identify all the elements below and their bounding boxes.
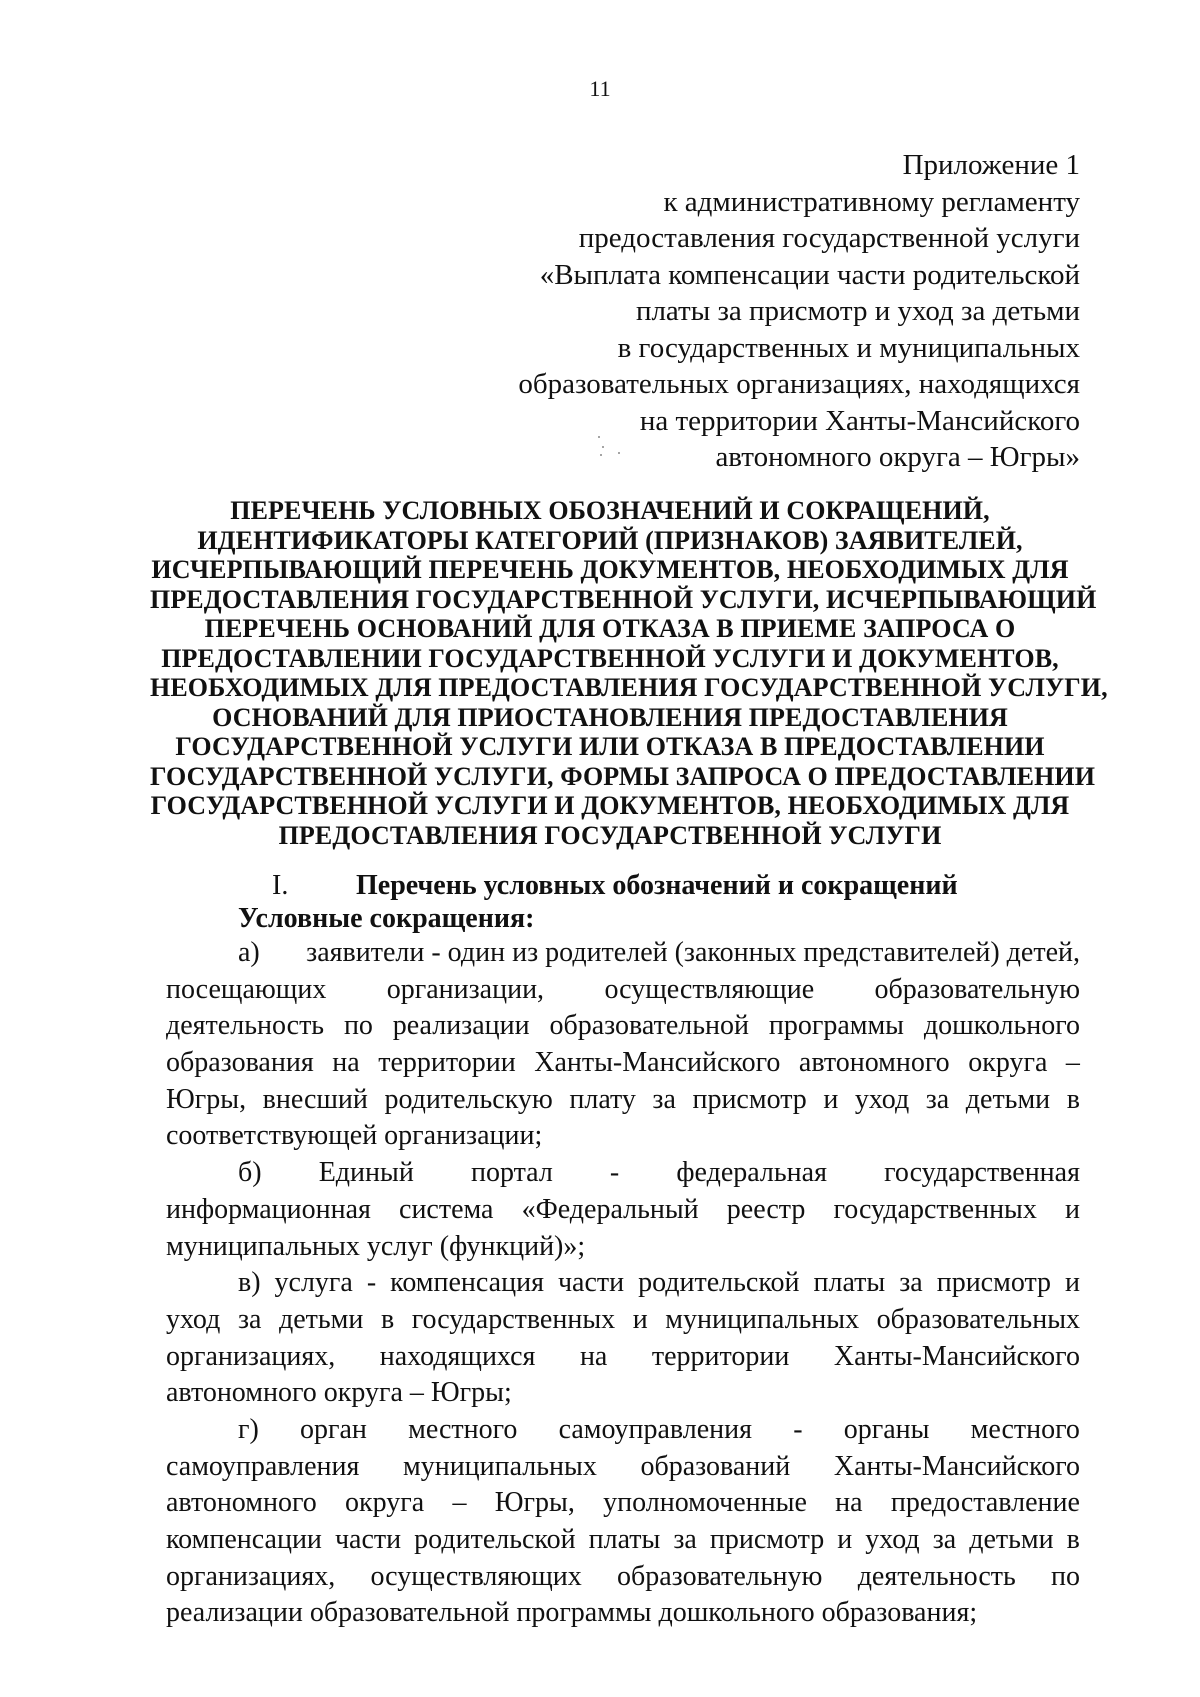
paragraph-line bbox=[166, 1192, 1080, 1229]
word: информационная bbox=[166, 1193, 371, 1225]
word: на bbox=[332, 1047, 360, 1079]
word: и bbox=[823, 1083, 839, 1115]
word: автономного bbox=[166, 1487, 317, 1519]
word: самоуправления bbox=[558, 1413, 752, 1445]
word: реализации образовательной программы дошкольного образования; bbox=[166, 1597, 978, 1629]
word: за bbox=[652, 1083, 676, 1115]
section-number: I. bbox=[272, 870, 289, 901]
word: в) bbox=[238, 1267, 261, 1299]
word: и bbox=[1065, 1267, 1080, 1299]
word: федеральная bbox=[676, 1157, 827, 1189]
word: уход bbox=[854, 1083, 910, 1115]
word: автономного bbox=[798, 1047, 950, 1079]
word: Ханты-Мансийского bbox=[534, 1047, 781, 1079]
appendix-line: предоставления государственной услуги bbox=[578, 222, 1080, 254]
appendix-line: к административному регламенту bbox=[663, 185, 1080, 218]
word: платы bbox=[813, 1267, 886, 1299]
paragraph-line bbox=[166, 935, 1080, 972]
appendix-line: на территории Ханты-Мансийского bbox=[639, 404, 1080, 437]
word: – bbox=[1065, 1047, 1080, 1079]
word: компенсации bbox=[166, 1524, 322, 1555]
word: Ханты-Мансийского bbox=[833, 1340, 1080, 1372]
word: - bbox=[609, 1157, 620, 1189]
word: программы bbox=[768, 1010, 904, 1042]
word: территории bbox=[651, 1340, 790, 1372]
word: детьми bbox=[969, 1524, 1054, 1555]
section-heading bbox=[272, 870, 958, 902]
document-title bbox=[150, 496, 1108, 850]
word: образовательную bbox=[874, 973, 1080, 1005]
word: уход bbox=[166, 1303, 221, 1335]
appendix-line: образовательных организациях, находящихся bbox=[518, 368, 1080, 400]
word: образовательной bbox=[549, 1010, 749, 1042]
paragraph-line bbox=[166, 1082, 1080, 1119]
word: округа bbox=[345, 1487, 425, 1519]
paragraph-line bbox=[166, 1265, 1080, 1302]
paragraph-line bbox=[166, 1118, 1080, 1155]
word: услуга bbox=[274, 1267, 353, 1299]
paragraph-line bbox=[166, 1449, 1080, 1486]
word: на bbox=[835, 1487, 863, 1519]
title-line: ОСНОВАНИЙ ДЛЯ ПРИОСТАНОВЛЕНИЯ ПРЕДОСТАВЛЕНИЯ bbox=[212, 702, 1008, 732]
word: автономного округа – Югры; bbox=[166, 1377, 512, 1409]
scan-artifact bbox=[596, 432, 626, 462]
word: по bbox=[343, 1010, 373, 1042]
title-line: НЕОБХОДИМЫХ ДЛЯ ПРЕДОСТАВЛЕНИЯ ГОСУДАРСТВЕННОЙ УСЛУГИ, bbox=[150, 673, 1108, 702]
word: образовательных bbox=[876, 1303, 1080, 1335]
word: Единый bbox=[318, 1157, 414, 1189]
word: в bbox=[1066, 1524, 1080, 1555]
word: родительской bbox=[414, 1524, 576, 1555]
word: в bbox=[1066, 1083, 1080, 1115]
section-title: Перечень условных обозначений и сокращений bbox=[356, 870, 958, 901]
paragraph-line bbox=[166, 1412, 1080, 1449]
title-line: ИДЕНТИФИКАТОРЫ КАТЕГОРИЙ (ПРИЗНАКОВ) ЗАЯВИТЕЛЕЙ, bbox=[197, 525, 1023, 555]
word: и bbox=[837, 1524, 853, 1555]
title-line: ПРЕДОСТАВЛЕНИЯ ГОСУДАРСТВЕННОЙ УСЛУГИ, ИСЧЕРПЫВАЮЩИЙ bbox=[150, 584, 1097, 614]
word: образований bbox=[640, 1450, 791, 1482]
word: местного bbox=[408, 1413, 518, 1445]
word: заявители - один из родителей (законных представителей) детей, bbox=[306, 937, 1080, 968]
appendix-line: в государственных и муниципальных bbox=[617, 331, 1080, 364]
word: Югры, bbox=[166, 1083, 247, 1115]
paragraph-line bbox=[166, 1559, 1080, 1596]
word: - bbox=[793, 1413, 803, 1445]
word: муниципальных bbox=[402, 1450, 597, 1482]
word: в bbox=[380, 1303, 395, 1335]
word: осуществляющие bbox=[604, 973, 815, 1005]
word: государственных bbox=[411, 1303, 616, 1335]
word: внесший bbox=[262, 1083, 368, 1115]
paragraph-line bbox=[166, 1008, 1080, 1045]
appendix-line: Приложение 1 bbox=[902, 149, 1080, 181]
word: за bbox=[237, 1303, 262, 1335]
word: дошкольного bbox=[923, 1010, 1080, 1042]
appendix-header bbox=[380, 147, 1080, 476]
title-line: ГОСУДАРСТВЕННОЙ УСЛУГИ, ФОРМЫ ЗАПРОСА О ПРЕДОСТАВЛЕНИИ bbox=[150, 761, 1096, 791]
paragraph bbox=[166, 935, 1080, 1155]
title-line: ГОСУДАРСТВЕННОЙ УСЛУГИ И ДОКУМЕНТОВ, НЕОБХОДИМЫХ ДЛЯ bbox=[150, 791, 1070, 820]
word: портал bbox=[470, 1157, 553, 1189]
word: осуществляющих bbox=[370, 1560, 582, 1592]
word: муниципальных bbox=[665, 1303, 860, 1335]
word: государственная bbox=[884, 1157, 1080, 1189]
word: по bbox=[1051, 1560, 1080, 1592]
word: деятельность bbox=[166, 1010, 325, 1042]
word: компенсация bbox=[390, 1267, 544, 1299]
appendix-line: автономного округа – Югры» bbox=[715, 441, 1080, 473]
word: самоуправления bbox=[166, 1450, 360, 1482]
paragraph-line bbox=[166, 1155, 1080, 1192]
word: организации, bbox=[386, 973, 545, 1005]
title-line: ПЕРЕЧЕНЬ УСЛОВНЫХ ОБОЗНАЧЕНИЙ И СОКРАЩЕНИЙ, bbox=[230, 496, 990, 525]
appendix-line: «Выплата компенсации части родительской bbox=[539, 258, 1080, 291]
paragraph-line bbox=[166, 1302, 1080, 1339]
word: детьми bbox=[965, 1083, 1051, 1115]
paragraph-line bbox=[166, 1595, 1080, 1632]
word: «Федеральный bbox=[521, 1193, 699, 1225]
word: за bbox=[932, 1524, 957, 1555]
word: муниципальных услуг (функций)»; bbox=[166, 1230, 586, 1262]
word: Югры, bbox=[494, 1487, 575, 1519]
title-line: ИСЧЕРПЫВАЮЩИЙ ПЕРЕЧЕНЬ ДОКУМЕНТОВ, НЕОБХОДИМЫХ ДЛЯ bbox=[151, 555, 1069, 584]
word: а) bbox=[238, 937, 260, 968]
word: органы bbox=[843, 1413, 930, 1445]
word: государственных bbox=[833, 1193, 1037, 1225]
word: образования bbox=[166, 1047, 314, 1079]
word: платы bbox=[588, 1524, 661, 1555]
word: находящихся bbox=[379, 1340, 536, 1372]
word: за bbox=[673, 1524, 697, 1555]
word: - bbox=[366, 1267, 377, 1299]
subheading: Условные сокращения: bbox=[238, 903, 535, 934]
paragraph-line bbox=[166, 1522, 1080, 1559]
word: местного bbox=[970, 1413, 1080, 1445]
word: предоставление bbox=[890, 1487, 1080, 1519]
word: родительской bbox=[638, 1267, 800, 1299]
word: и bbox=[632, 1303, 648, 1335]
title-line: ПРЕДОСТАВЛЕНИЯ ГОСУДАРСТВЕННОЙ УСЛУГИ bbox=[278, 820, 942, 850]
word: детьми bbox=[279, 1303, 364, 1335]
paragraph-line bbox=[166, 1375, 1080, 1412]
word: присмотр bbox=[709, 1524, 825, 1555]
word: реализации bbox=[392, 1010, 530, 1042]
word: Ханты-Мансийского bbox=[833, 1450, 1080, 1482]
page-number: 11 bbox=[589, 76, 611, 101]
title-line: ПРЕДОСТАВЛЕНИИ ГОСУДАРСТВЕННОЙ УСЛУГИ И ДОКУМЕНТОВ, bbox=[161, 643, 1059, 673]
word: организациях, bbox=[166, 1340, 336, 1372]
word: посещающих bbox=[166, 973, 327, 1005]
word: уход bbox=[865, 1524, 920, 1555]
word: реестр bbox=[726, 1193, 806, 1225]
title-line: ГОСУДАРСТВЕННОЙ УСЛУГИ ИЛИ ОТКАЗА В ПРЕДОСТАВЛЕНИИ bbox=[175, 732, 1045, 761]
word: уполномоченные bbox=[603, 1487, 807, 1519]
word: система bbox=[399, 1193, 494, 1225]
paragraph-line bbox=[166, 972, 1080, 1009]
word: части bbox=[334, 1524, 402, 1555]
word: б) bbox=[238, 1157, 262, 1189]
word: соответствующей организации; bbox=[166, 1120, 543, 1152]
word: орган bbox=[300, 1413, 367, 1445]
word: г) bbox=[238, 1413, 259, 1445]
paragraph bbox=[166, 1155, 1080, 1265]
paragraph-line bbox=[166, 1229, 1080, 1266]
word: – bbox=[452, 1487, 467, 1519]
word: образовательную bbox=[617, 1560, 823, 1592]
word: на bbox=[579, 1340, 608, 1372]
word: части bbox=[557, 1267, 625, 1299]
word: родительскую bbox=[384, 1083, 553, 1115]
word: территории bbox=[378, 1047, 516, 1079]
title-line: ПЕРЕЧЕНЬ ОСНОВАНИЙ ДЛЯ ОТКАЗА В ПРИЕМЕ ЗАПРОСА О bbox=[204, 614, 1016, 643]
appendix-line: платы за присмотр и уход за детьми bbox=[635, 295, 1080, 327]
word: присмотр bbox=[692, 1083, 807, 1115]
word: плату bbox=[569, 1083, 636, 1115]
body-text bbox=[166, 935, 1080, 1632]
word: организациях, bbox=[166, 1560, 336, 1592]
word: округа bbox=[968, 1047, 1048, 1079]
word: за bbox=[899, 1267, 923, 1299]
word: за bbox=[925, 1083, 950, 1115]
word: и bbox=[1065, 1193, 1080, 1225]
paragraph-line bbox=[166, 1045, 1080, 1082]
paragraph bbox=[166, 1265, 1080, 1412]
word: деятельность bbox=[857, 1560, 1016, 1592]
word: присмотр bbox=[936, 1267, 1052, 1299]
paragraph-line bbox=[166, 1339, 1080, 1376]
paragraph bbox=[166, 1412, 1080, 1632]
paragraph-line bbox=[166, 1485, 1080, 1522]
